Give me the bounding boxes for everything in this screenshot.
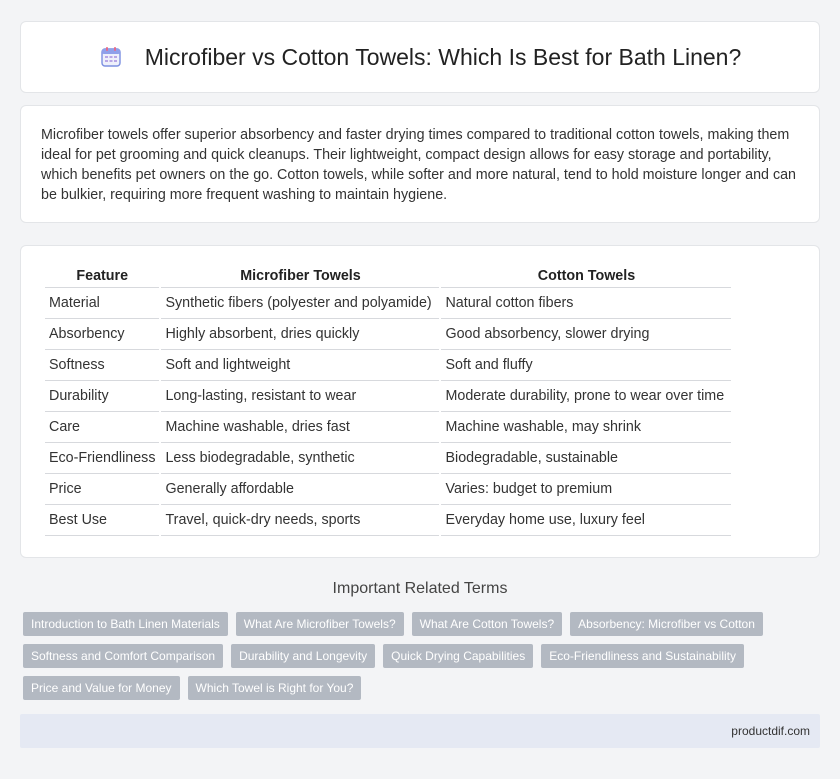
row-feature: Price [45,474,159,505]
row-feature: Material [45,288,159,319]
row-microfiber: Machine washable, dries fast [161,412,439,443]
related-term-tag[interactable]: What Are Microfiber Towels? [236,612,404,636]
related-term-tag[interactable]: What Are Cotton Towels? [412,612,563,636]
row-microfiber: Less biodegradable, synthetic [161,443,439,474]
header-cotton: Cotton Towels [441,266,731,288]
footer-site[interactable]: productdif.com [731,724,810,738]
header-microfiber: Microfiber Towels [161,266,439,288]
row-cotton: Soft and fluffy [441,350,731,381]
related-term-tag[interactable]: Quick Drying Capabilities [383,644,533,668]
row-cotton: Good absorbency, slower drying [441,319,731,350]
row-cotton: Machine washable, may shrink [441,412,731,443]
row-cotton: Natural cotton fibers [441,288,731,319]
row-microfiber: Highly absorbent, dries quickly [161,319,439,350]
header-feature: Feature [45,266,159,288]
row-feature: Softness [45,350,159,381]
row-microfiber: Travel, quick-dry needs, sports [161,505,439,536]
row-feature: Care [45,412,159,443]
calendar-icon [99,45,123,69]
table-row [45,381,731,412]
table-row [45,288,731,319]
row-cotton: Varies: budget to premium [441,474,731,505]
row-feature: Eco-Friendliness [45,443,159,474]
related-term-tag[interactable]: Price and Value for Money [23,676,180,700]
table-row [45,505,731,536]
table-row [45,474,731,505]
intro-card [20,105,820,223]
comparison-table [43,266,733,536]
row-feature: Best Use [45,505,159,536]
intro-text: Microfiber towels offer superior absorbency and faster drying times compared to traditional cotton towels, making them ideal for pet grooming and quick cleanups. Their lightweight, compact design allows for easy storage and portability, which benefits pet owners on the go. Cotton towels, while softer and more natural, tend to hold moisture longer and can be bulkier, requiring more frequent washing to maintain hygiene. [41,127,796,203]
related-term-tag[interactable]: Durability and Longevity [231,644,375,668]
related-terms-title: Important Related Terms [332,580,508,597]
row-microfiber: Generally affordable [161,474,439,505]
table-row [45,443,731,474]
row-microfiber: Synthetic fibers (polyester and polyamide) [161,288,439,319]
related-term-tag[interactable]: Softness and Comfort Comparison [23,644,223,668]
page-title: Microfiber vs Cotton Towels: Which Is Best for Bath Linen? [144,43,742,70]
related-term-tag[interactable]: Which Towel is Right for You? [188,676,362,700]
table-row [45,319,731,350]
row-cotton: Biodegradable, sustainable [441,443,731,474]
related-term-tag[interactable]: Eco-Friendliness and Sustainability [541,644,744,668]
related-terms-list [23,612,813,700]
related-term-tag[interactable]: Introduction to Bath Linen Materials [23,612,228,636]
table-header-row [45,266,731,288]
row-feature: Absorbency [45,319,159,350]
table-row [45,412,731,443]
related-term-tag[interactable]: Absorbency: Microfiber vs Cotton [570,612,763,636]
row-cotton: Moderate durability, prone to wear over time [441,381,731,412]
comparison-card [20,245,820,558]
row-microfiber: Soft and lightweight [161,350,439,381]
title-card [20,21,820,93]
footer [20,714,820,748]
row-feature: Durability [45,381,159,412]
row-cotton: Everyday home use, luxury feel [441,505,731,536]
row-microfiber: Long-lasting, resistant to wear [161,381,439,412]
table-row [45,350,731,381]
